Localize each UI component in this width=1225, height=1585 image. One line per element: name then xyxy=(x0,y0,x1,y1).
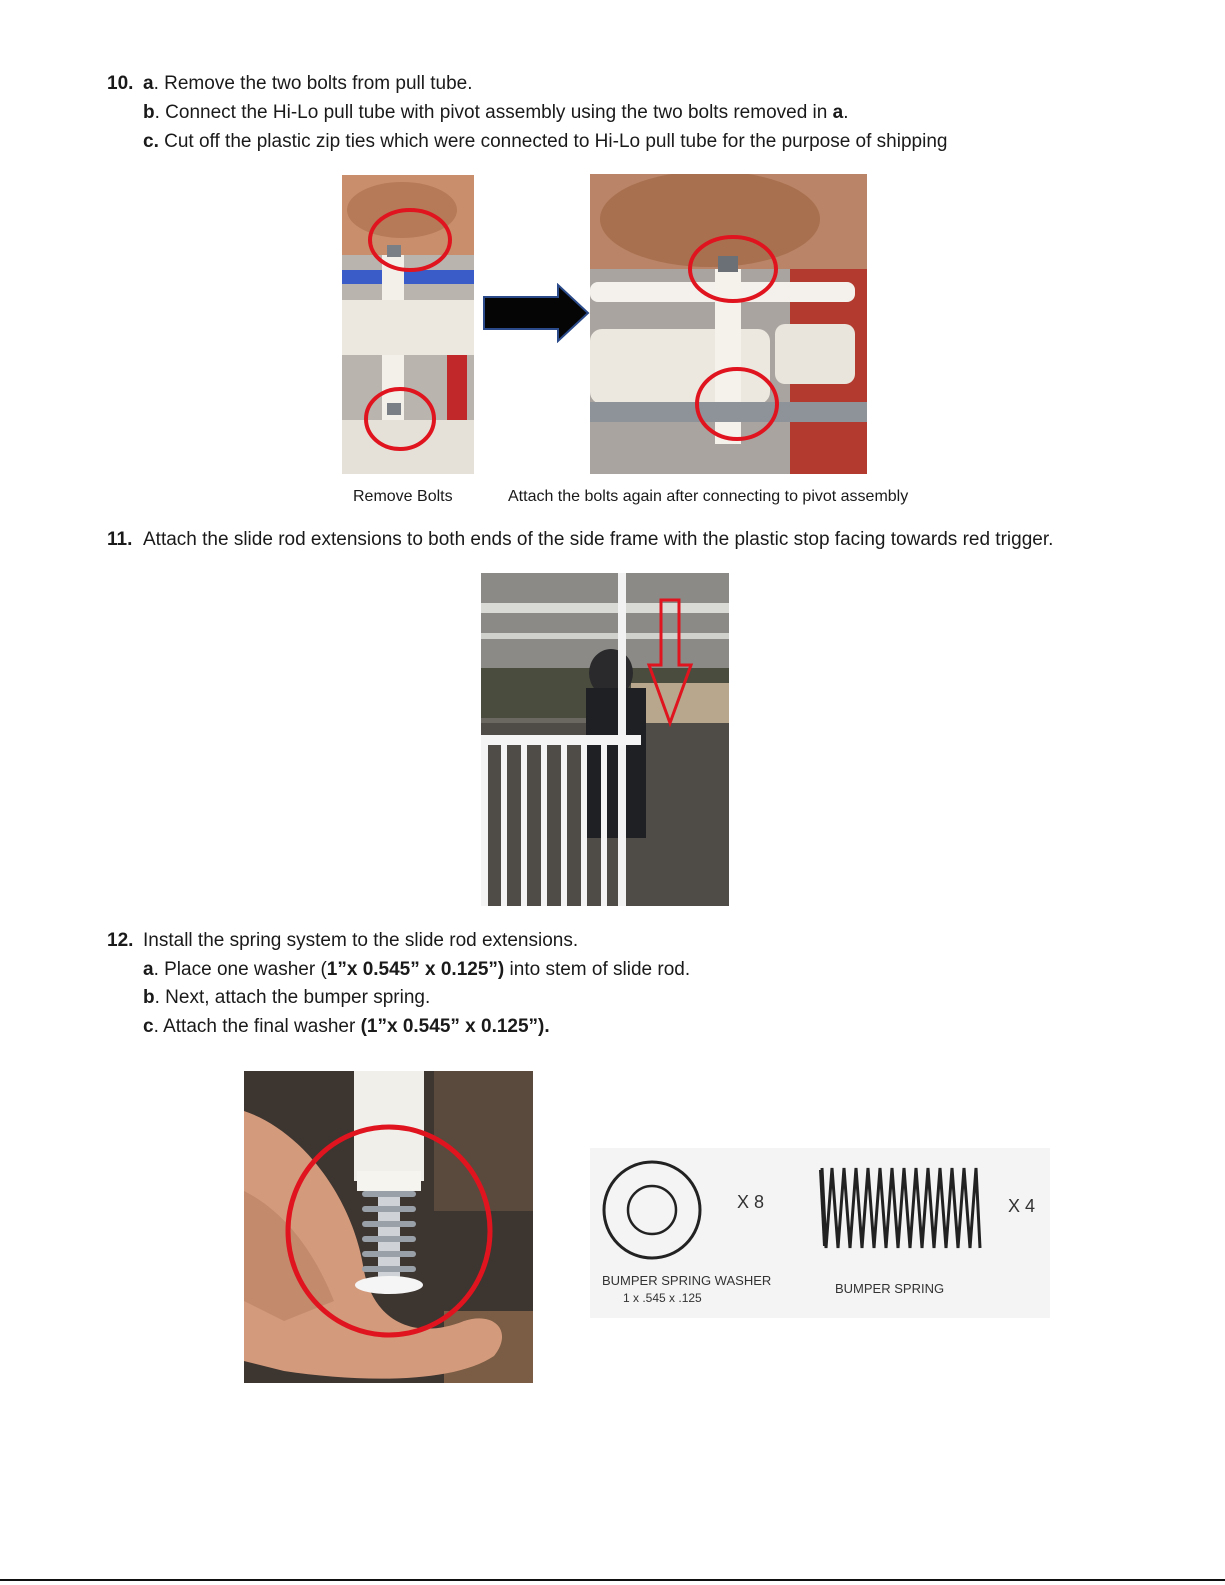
step-10b-ref: a xyxy=(832,102,844,123)
step-10b-end: . xyxy=(843,102,849,123)
slide-rod-photo xyxy=(481,573,729,906)
step-12a-dims: 1”x 0.545” x 0.125”) xyxy=(326,959,505,980)
step-12c-label: c xyxy=(143,1016,154,1037)
page-bottom-rule xyxy=(0,1579,1225,1581)
attach-bolts-photo xyxy=(590,174,867,474)
washer-dimensions: 1 x .545 x .125 xyxy=(623,1291,702,1305)
step-10a-line xyxy=(143,72,473,96)
step-10a-label: a xyxy=(143,73,154,94)
step-12-number: 12. xyxy=(107,930,134,951)
step-11-text: Attach the slide rod extensions to both ends of the side frame with the plastic stop facing towards red trigger. xyxy=(143,529,1054,550)
step-10a-text: . Remove the two bolts from pull tube. xyxy=(153,73,473,94)
step-12a-text: . Place one washer ( xyxy=(153,959,327,980)
right-arrow-icon xyxy=(482,283,590,343)
washer-label: BUMPER SPRING WASHER xyxy=(602,1273,772,1288)
spring-install-photo xyxy=(244,1071,533,1383)
step-12b-label: b xyxy=(143,987,155,1008)
parts-diagram xyxy=(590,1148,1050,1318)
step-10b-text: . Connect the Hi-Lo pull tube with pivot assembly using the two bolts removed in xyxy=(154,102,833,123)
spring-quantity: X 4 xyxy=(1008,1196,1036,1216)
spring-label: BUMPER SPRING xyxy=(835,1281,945,1296)
step-11-number: 11. xyxy=(107,529,133,550)
attach-bolts-caption: Attach the bolts again after connecting to pivot assembly xyxy=(508,488,909,505)
step-10b-line xyxy=(143,101,849,125)
remove-bolts-photo xyxy=(342,175,474,474)
step-12c-text: . Attach the final washer xyxy=(153,1016,361,1037)
step-10b-label: b xyxy=(143,102,155,123)
step-10c-text: Cut off the plastic zip ties which were connected to Hi-Lo pull tube for the purpose of shipping xyxy=(158,131,948,152)
step-12c-line xyxy=(143,1015,550,1039)
step-12b-line xyxy=(143,986,430,1010)
step-10c-line xyxy=(143,130,947,154)
step-12c-dims: (1”x 0.545” x 0.125”). xyxy=(360,1016,550,1037)
step-10c-label: c. xyxy=(143,131,159,152)
step-12a-line xyxy=(143,958,690,982)
step-12a-end: into stem of slide rod. xyxy=(504,959,691,980)
washer-quantity: X 8 xyxy=(737,1192,765,1212)
step-12a-label: a xyxy=(143,959,154,980)
remove-bolts-caption: Remove Bolts xyxy=(353,488,453,505)
step-12b-text: . Next, attach the bumper spring. xyxy=(154,987,431,1008)
step-12-text: Install the spring system to the slide rod extensions. xyxy=(143,930,579,951)
step-10-number: 10. xyxy=(107,73,134,94)
